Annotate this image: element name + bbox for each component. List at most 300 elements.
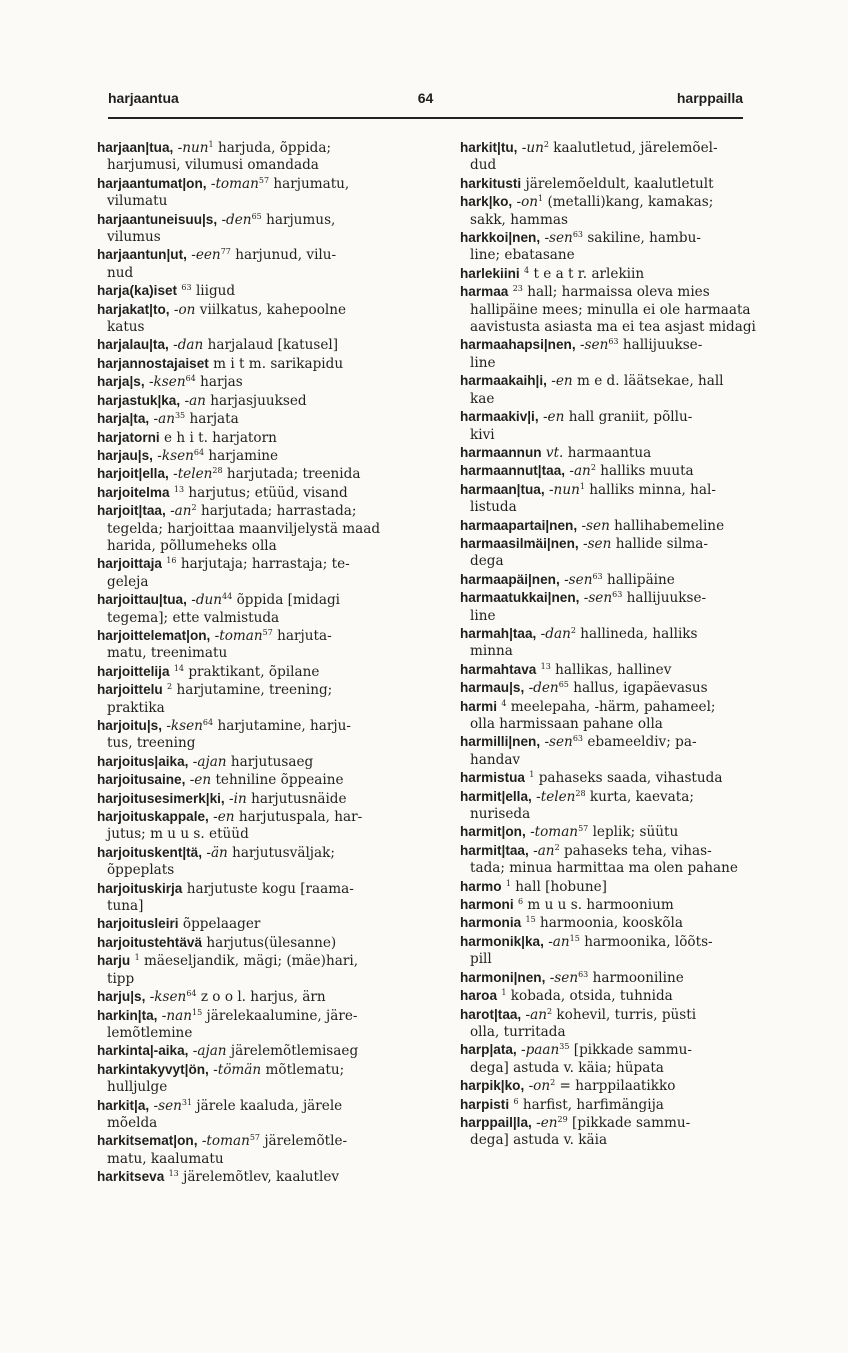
entry-type-number: 63 [578, 969, 589, 979]
dictionary-entry [97, 591, 407, 627]
dictionary-entry [97, 139, 407, 175]
entry-headword: harkitsemat|on, [97, 1133, 198, 1149]
entry-definition: järelemõeldult, kaalutletult [525, 175, 714, 192]
entry-inflection: -nun [177, 140, 209, 156]
dictionary-entry [97, 484, 407, 502]
dictionary-entry [460, 987, 770, 1005]
entry-definition: harjutusväljak; [232, 844, 335, 861]
entry-continuation: kae [470, 390, 495, 407]
entry-headword: harmit|ella, [460, 788, 532, 804]
entry-definition: harjutaja; harrastaja; te- [180, 556, 350, 573]
entry-definition: harjumus, [266, 211, 336, 228]
entry-headword: harjalau|ta, [97, 337, 169, 353]
entry-definition: harjutada; treenida [226, 466, 361, 483]
dictionary-entry [460, 336, 770, 372]
entry-definition: e h i t. harjatorn [164, 429, 277, 446]
entry-definition: harjunud, vilu- [235, 247, 337, 264]
entry-headword: harjaantun|ut, [97, 247, 187, 263]
entry-headword: harmaan|tua, [460, 481, 545, 497]
entry-definition: harjutamine, treening; [176, 682, 333, 699]
dictionary-entry [97, 555, 407, 591]
entry-definition: järele kaaluda, järele [196, 1097, 343, 1114]
entry-definition: kobada, otsida, tuhnida [510, 988, 673, 1005]
entry-continuation: nud [107, 264, 134, 281]
dictionary-entry [460, 823, 770, 841]
entry-continuation: minna [470, 643, 513, 660]
entry-definition: praktikant, õpilane [188, 663, 320, 680]
entry-definition: harjata [189, 411, 239, 428]
entry-headword: harkit|tu, [460, 140, 518, 155]
dictionary-entry [460, 193, 770, 229]
entry-type-number: 63 [572, 230, 583, 240]
dictionary-entry [460, 265, 770, 283]
entry-type-number: 16 [166, 556, 177, 566]
entry-continuation: olla, turritada [470, 1023, 566, 1040]
entry-inflection: vt. [545, 444, 564, 461]
entry-type-number: 14 [173, 663, 185, 673]
entry-continuation: nuriseda [470, 806, 531, 823]
entry-continuation: sakk, hammas [470, 211, 568, 228]
entry-inflection: -an [153, 411, 175, 428]
entry-definition: hallineda, halliks [580, 625, 698, 642]
entry-type-number: 63 [608, 337, 619, 347]
entry-type-number: 2 [543, 140, 549, 149]
entry-inflection: -nan [161, 1007, 193, 1024]
entry-type-number: 4 [501, 698, 507, 708]
entry-type-number: 63 [572, 734, 583, 744]
entry-type-number: 15 [569, 933, 580, 943]
entry-headword: harmaakaih|i, [460, 373, 547, 389]
entry-inflection: -en [213, 809, 235, 826]
entry-headword: harju [97, 953, 131, 969]
entry-definition: harjasjuuksed [210, 392, 307, 409]
entry-headword: harjaantuneisuu|s, [97, 211, 218, 227]
dictionary-entry [460, 733, 770, 769]
dictionary-entry [460, 283, 770, 336]
entry-definition: harmoonika, lõõts- [584, 933, 713, 950]
entry-inflection: -on [173, 301, 196, 318]
entry-continuation: hallipäine mees; minulla ei ole harmaata aavistusta asiasta ma ei tea asjast midagi [470, 301, 756, 336]
entry-inflection: -dun [191, 592, 223, 609]
entry-continuation: geleja [107, 573, 149, 590]
entry-definition: mäeseljandik, mägi; (mäe)hari, [143, 953, 359, 970]
entry-definition: järelemõtlemisaeg [230, 1043, 359, 1060]
dictionary-entry [97, 663, 407, 681]
entry-type-number: 15 [525, 915, 536, 925]
entry-type-number: 28 [575, 788, 586, 798]
entry-headword: harmoni [460, 897, 514, 913]
entry-definition: hallus, igapäevasus [573, 680, 708, 697]
entry-definition: = harppilaatikko [559, 1078, 676, 1095]
dictionary-entry [97, 1061, 407, 1097]
entry-type-number: 1 [501, 988, 507, 998]
entry-headword: harjannostajaiset [97, 355, 209, 371]
entry-definition: õppelaager [182, 916, 261, 933]
entry-definition: harjutusnäide [251, 790, 347, 807]
entry-definition: hallijuukse- [626, 590, 707, 607]
entry-type-number: 63 [181, 283, 192, 293]
entry-headword: harot|taa, [460, 1006, 522, 1022]
entry-headword: harmaannun [460, 444, 542, 460]
dictionary-entry [97, 915, 407, 933]
entry-type-number: 64 [186, 989, 197, 999]
entry-definition: hallide silma- [615, 535, 708, 552]
entry-headword: harmit|on, [460, 824, 526, 840]
dictionary-entry [460, 139, 770, 175]
entry-continuation: handav [470, 751, 521, 768]
dictionary-entry [97, 1168, 407, 1186]
entry-continuation: tipp [107, 970, 135, 987]
entry-type-number: 35 [174, 411, 186, 421]
entry-type-number: 1 [134, 953, 140, 963]
entry-type-number: 65 [558, 680, 569, 690]
entry-inflection: -dan [173, 337, 204, 354]
entry-type-number: 64 [193, 447, 205, 457]
dictionary-entry [460, 933, 770, 969]
entry-definition: harjalaud [katusel] [207, 337, 339, 354]
entry-inflection: -an [569, 463, 591, 480]
entry-definition: tehniline õppeaine [215, 772, 344, 789]
entry-continuation: dud [470, 157, 497, 174]
entry-type-number: 4 [524, 265, 530, 275]
entry-type-number: 2 [554, 842, 560, 852]
dictionary-entry [460, 1077, 770, 1095]
entry-continuation: dega [470, 553, 504, 570]
dictionary-entry [97, 717, 407, 753]
entry-continuation: tegelda; harjoittaa maanviljelystä maad harida, põllumeheks olla [107, 520, 381, 554]
entry-inflection: -telen [173, 466, 213, 483]
entry-headword: harmaatukkai|nen, [460, 590, 580, 606]
entry-definition: harjumatu, [273, 175, 350, 192]
dictionary-entry [460, 896, 770, 914]
entry-definition: hallipäine [606, 571, 675, 588]
entry-headword: harkinta|-aika, [97, 1043, 189, 1059]
dictionary-entry [460, 969, 770, 987]
entry-definition: mõtlematu; [265, 1061, 345, 1078]
entry-headword: harja|ta, [97, 411, 150, 427]
header-right-guideword: harppailla [676, 90, 743, 106]
entry-definition: harjutus; etüüd, visand [188, 484, 348, 501]
entry-inflection: -toman [530, 824, 579, 841]
entry-continuation: praktika [107, 699, 165, 716]
entry-headword: harmonia [460, 915, 522, 931]
entry-definition: kaalutletud, järelemõel- [553, 140, 718, 156]
entry-continuation: harjumusi, vilumusi omandada [107, 157, 319, 174]
entry-continuation: hulljulge [107, 1079, 168, 1096]
entry-type-number: 29 [557, 1114, 568, 1124]
entry-definition: harmoonia, kooskõla [540, 915, 683, 932]
entry-headword: harjatorni [97, 429, 160, 445]
entry-inflection: -in [229, 790, 247, 807]
entry-headword: harmit|taa, [460, 842, 529, 858]
dictionary-entry [97, 175, 407, 211]
entry-headword: harmo [460, 878, 502, 894]
entry-inflection: -än [206, 844, 228, 861]
entry-type-number: 23 [512, 284, 523, 294]
entry-inflection: -an [548, 933, 570, 950]
dictionary-entry [97, 1007, 407, 1043]
entry-inflection: -un [521, 140, 544, 156]
entry-inflection: -en [189, 772, 212, 789]
entry-definition: harjamine [208, 447, 279, 464]
entry-inflection: -an [184, 392, 206, 409]
entry-headword: harjoitu|s, [97, 718, 162, 733]
entry-headword: harmaasilmäi|nen, [460, 535, 579, 551]
entry-continuation: tus, treening [107, 735, 196, 752]
dictionary-entry [460, 878, 770, 896]
entry-continuation: jutus; m u u s. etüüd [107, 826, 249, 843]
entry-inflection: -an [533, 842, 555, 859]
entry-continuation: line [470, 354, 496, 371]
dictionary-entry [460, 914, 770, 932]
entry-definition: õppida [midagi [236, 592, 341, 609]
entry-type-number: 57 [258, 175, 270, 185]
dictionary-entry [97, 211, 407, 247]
entry-headword: harmau|s, [460, 680, 525, 696]
entry-type-number: 2 [550, 1078, 556, 1088]
entry-definition: pahaseks teha, vihas- [563, 842, 712, 859]
page-header [108, 90, 743, 116]
entry-definition: harjutus(ülesanne) [206, 934, 337, 951]
entry-definition: harfist, harfimängija [522, 1096, 664, 1113]
dictionary-entry [97, 336, 407, 354]
entry-headword: harmonik|ka, [460, 933, 544, 949]
entry-inflection: -an [170, 503, 192, 520]
entry-inflection: -an [525, 1006, 547, 1023]
entry-continuation: olla harmissaan pahane olla [470, 716, 663, 732]
entry-type-number: 57 [249, 1133, 261, 1143]
entry-inflection: -sen [544, 734, 573, 751]
entry-inflection: -toman [201, 1133, 250, 1150]
dictionary-entry [97, 465, 407, 483]
entry-continuation: vilumus [107, 229, 161, 246]
entry-headword: harkin|ta, [97, 1007, 158, 1023]
dictionary-entry [97, 844, 407, 880]
dictionary-entry [97, 952, 407, 988]
dictionary-entry [460, 589, 770, 625]
entry-continuation: line [470, 607, 496, 624]
entry-headword: harkit|a, [97, 1097, 150, 1113]
entry-headword: harkitseva [97, 1169, 165, 1185]
dictionary-entry [97, 301, 407, 337]
entry-definition: harjuta- [277, 627, 332, 644]
entry-type-number: 6 [513, 1096, 519, 1106]
entry-inflection: -sen [582, 535, 612, 552]
entry-headword: harjoit|ella, [97, 466, 169, 482]
entry-inflection: -sen [549, 969, 579, 986]
entry-definition: järelekaalumine, järe- [206, 1007, 358, 1024]
entry-type-number: 15 [192, 1007, 203, 1017]
entry-definition: harjutusaeg [230, 753, 314, 770]
entry-type-number: 63 [612, 590, 623, 600]
entry-inflection: -telen [536, 788, 576, 805]
dictionary-entry [97, 392, 407, 410]
entry-inflection: -den [528, 680, 559, 697]
dictionary-entry [97, 447, 407, 465]
entry-headword: harmaapäi|nen, [460, 571, 560, 587]
dictionary-entry [460, 1096, 770, 1114]
entry-type-number: 57 [262, 627, 273, 637]
entry-type-number: 77 [220, 247, 231, 257]
entry-headword: harju|s, [97, 989, 146, 1005]
entry-definition: kohevil, turris, püsti [556, 1006, 697, 1023]
entry-type-number: 1 [538, 194, 544, 204]
dictionary-entry [460, 444, 770, 462]
dictionary-entry [460, 372, 770, 408]
entry-type-number: 57 [578, 824, 589, 834]
dictionary-entry [97, 355, 407, 373]
entry-type-number: 31 [181, 1097, 193, 1107]
dictionary-entry [460, 462, 770, 480]
dictionary-entry [460, 175, 770, 193]
entry-headword: harjoituskent|tä, [97, 844, 203, 860]
entry-headword: harp|ata, [460, 1042, 517, 1058]
entry-continuation: dega] astuda v. käia [470, 1132, 608, 1149]
entry-inflection: -den [221, 211, 252, 228]
dictionary-entry [460, 229, 770, 265]
entry-inflection: -toman [214, 627, 263, 644]
entry-definition: harjuda, õppida; [217, 140, 332, 156]
entry-definition: halliks muuta [600, 463, 694, 480]
entry-inflection: -sen [564, 571, 593, 588]
dictionary-entry [97, 681, 407, 717]
dictionary-entry [97, 373, 407, 391]
entry-continuation: õppeplats [107, 862, 175, 879]
entry-headword: harpisti [460, 1096, 510, 1112]
entry-headword: harmaahapsi|nen, [460, 337, 576, 353]
entry-headword: harpik|ko, [460, 1078, 525, 1094]
entry-inflection: -sen [153, 1097, 182, 1114]
entry-headword: harjoitusaine, [97, 772, 186, 788]
entry-headword: harmi [460, 698, 498, 714]
dictionary-entry [460, 788, 770, 824]
entry-inflection: -dan [540, 625, 571, 642]
entry-definition: pahaseks saada, vihastuda [538, 770, 723, 787]
dictionary-entry [460, 571, 770, 589]
entry-headword: harjoitelma [97, 484, 170, 500]
entry-headword: harmaapartai|nen, [460, 517, 578, 533]
entry-headword: harjoit|taa, [97, 503, 166, 519]
entry-type-number: 1 [579, 481, 585, 491]
entry-definition: hallijuukse- [622, 337, 703, 354]
entry-headword: harmilli|nen, [460, 734, 541, 750]
entry-inflection: -sen [581, 517, 610, 534]
dictionary-entry [460, 535, 770, 571]
dictionary-entry [97, 808, 407, 844]
entry-headword: harja(ka)iset [97, 283, 178, 299]
entry-inflection: -ajan [192, 753, 227, 770]
entry-type-number: 1 [505, 878, 511, 888]
dictionary-entry [460, 679, 770, 697]
entry-headword: harjoittau|tua, [97, 592, 187, 608]
entry-definition: halliks minna, hal- [589, 481, 716, 498]
entry-inflection: -en [542, 409, 565, 426]
entry-headword: harjoittelu [97, 682, 163, 698]
entry-headword: harjoitusleiri [97, 916, 179, 932]
dictionary-entry [97, 502, 407, 555]
entry-headword: harkintakyvyt|ön, [97, 1061, 209, 1077]
entry-definition: sakiline, hambu- [587, 230, 701, 247]
entry-type-number: 13 [173, 484, 185, 494]
entry-definition: hallikas, hallinev [555, 661, 672, 678]
dictionary-entry [97, 246, 407, 282]
dictionary-entry [460, 661, 770, 679]
entry-continuation: katus [107, 319, 145, 336]
entry-inflection: -sen [583, 590, 613, 607]
entry-definition: hallihabemeline [614, 517, 725, 534]
entry-definition: liigud [195, 283, 236, 300]
entry-inflection: -sen [579, 337, 609, 354]
entry-continuation: pill [470, 951, 492, 968]
dictionary-entry [97, 1097, 407, 1133]
dictionary-entry [460, 517, 770, 535]
entry-definition: m e d. läätsekae, hall [576, 373, 724, 390]
entry-type-number: 64 [202, 718, 214, 727]
dictionary-entry [460, 1006, 770, 1042]
entry-headword: harjoitustehtävä [97, 934, 202, 950]
dictionary-entry [460, 1114, 770, 1150]
entry-definition: m i t m. sarikapidu [213, 355, 344, 372]
entry-continuation: tuna] [107, 898, 144, 915]
entry-type-number: 63 [592, 571, 603, 581]
entry-definition: ebameeldiv; pa- [587, 734, 697, 751]
dictionary-entry [97, 627, 407, 663]
entry-inflection: -paan [521, 1042, 560, 1059]
dictionary-entry [460, 842, 770, 878]
entry-headword: harmistua [460, 770, 525, 786]
entry-inflection: -toman [210, 175, 259, 192]
entry-type-number: 13 [540, 661, 551, 671]
entry-continuation: line; ebatasane [470, 247, 575, 264]
entry-continuation: lemõtlemine [107, 1024, 193, 1041]
entry-type-number: 2 [590, 463, 596, 473]
entry-continuation: vilumatu [107, 193, 168, 210]
entry-definition: hall graniit, põllu- [568, 409, 693, 426]
entry-definition: [pikkade sammu- [572, 1114, 691, 1131]
dictionary-entry [460, 1041, 770, 1077]
entry-type-number: 65 [251, 211, 262, 221]
dictionary-entry [97, 1042, 407, 1060]
entry-headword: hark|ko, [460, 194, 513, 210]
entry-type-number: 13 [168, 1169, 179, 1179]
entry-type-number: 1 [529, 770, 535, 780]
entry-definition: (metalli)kang, kamakas; [547, 194, 714, 211]
dictionary-entry [460, 769, 770, 787]
entry-headword: harmaa [460, 284, 509, 300]
entry-definition: harjutuste kogu [raama- [186, 880, 354, 897]
entry-headword: harjoittelemat|on, [97, 627, 211, 643]
entry-definition: harjutamine, harju- [217, 718, 351, 734]
entry-definition: järelemõtle- [264, 1133, 348, 1150]
entry-continuation: mõelda [107, 1114, 158, 1131]
entry-continuation: kivi [470, 426, 495, 443]
dictionary-entry [97, 988, 407, 1006]
entry-headword: harmahtava [460, 661, 537, 677]
entry-headword: harjoittelija [97, 663, 170, 679]
entry-definition: harjutada; harrastada; [200, 503, 357, 520]
entry-definition: hall; harmaissa oleva mies [527, 284, 710, 301]
entry-headword: harmaakiv|i, [460, 409, 539, 425]
entry-type-number: 28 [212, 466, 223, 476]
entry-headword: harjaantumat|on, [97, 175, 207, 191]
entry-headword: harlekiini [460, 265, 520, 281]
page-number: 64 [417, 90, 434, 106]
entry-definition: meelepaha, -härm, pahameel; [510, 698, 716, 715]
dictionary-entry [460, 481, 770, 517]
entry-headword: harjoituskirja [97, 880, 183, 896]
entry-continuation: listuda [470, 499, 517, 516]
entry-inflection: -en [536, 1114, 558, 1131]
